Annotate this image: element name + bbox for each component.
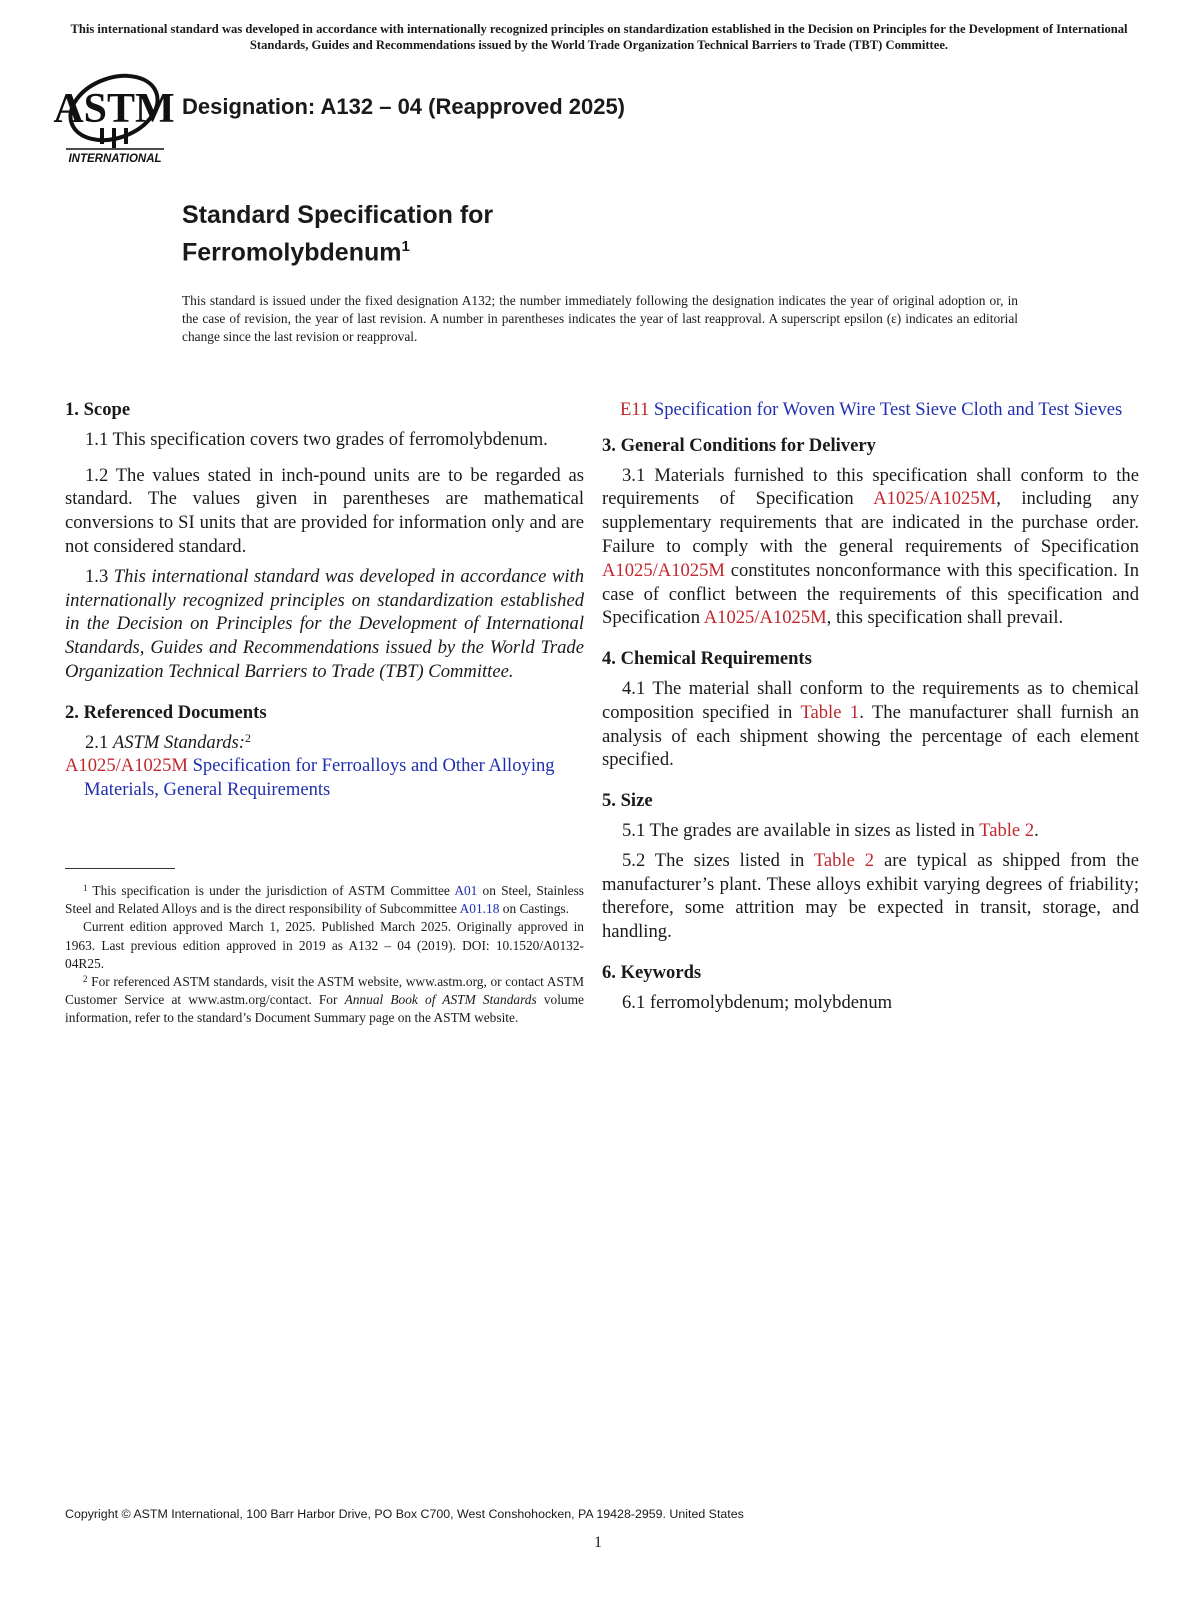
link-table-2-b[interactable]: Table 2 [813,849,875,871]
reference-a1025 [65,754,584,802]
logo-text: ASTM [53,86,175,132]
page-number: 1 [594,1534,602,1551]
astm-logo [53,66,175,166]
section-heading-scope: 1. Scope [65,399,131,420]
paragraph-6-1: 6.1 ferromolybdenum; molybdenum [622,991,893,1013]
reference-link-e11[interactable]: E11 [620,399,650,420]
issuance-statement: This standard is issued under the fixed designation A132; the number immediately following the designation indicates the year of original adoption or, in the case of revision, the year of last revision. A number in parentheses indicates the year of last reapproval. A superscript epsilon (ε) indicates an editorial change since the last revision or reapproval. [182,293,1018,344]
logo-label: INTERNATIONAL [68,153,162,165]
copyright-notice: Copyright © ASTM International, 100 Barr Harbor Drive, PO Box C700, West Conshohocken, PA 19428-2959. United States [65,1507,744,1521]
paragraph-4-1: 4.1 The material shall conform to the requirements as to chemical composition specified in Table 1. The manufacturer shall furnish an analysis of each shipment showing the percentage of each element specified. [602,677,1139,771]
link-a1025-3[interactable]: A1025/A1025M [703,607,827,629]
reference-e11 [620,398,1139,422]
link-subcommittee-a01-18[interactable]: A01.18 [459,901,500,917]
paragraph-5-2: 5.2 The sizes listed in Table 2 are typical as shipped from the manufacturer’s plant. These alloys exhibit varying degrees of friability; therefore, some attrition may be expected in transit, storage, and handling. [602,849,1139,943]
section-heading-keywords: 6. Keywords [602,961,702,983]
designation: Designation: A132 – 04 (Reapproved 2025) [182,94,626,119]
reference-link-a1025[interactable]: A1025/A1025M [65,755,188,777]
link-a1025-1[interactable]: A1025/A1025M [873,488,997,510]
footnotes [65,882,584,1028]
link-table-2[interactable]: Table 2 [979,819,1035,841]
footnote-1: $^1$ This specification is under the jurisdiction of ASTM Committee A01 on Steel, Stainless Steel and Related Alloys and is the direct responsibility of Subcommittee A01.18 on Castings. [65,883,584,917]
left-column [65,398,584,802]
paragraph-2-1: 2.1 ASTM Standards:$^2$ [85,730,251,753]
top-notice: This international standard was developed in accordance with internationally recognized principles on standardization established in the Decision on Principles for the Development of International Standards, Guides and Recommendations issued by the World Trade Organization Technical Barriers to Trade (TBT) Committee. [70,22,1128,52]
paragraph-3-1: 3.1 Materials furnished to this specification shall conform to the requirements of Specification A1025/A1025M, including any supplementary requirements that are indicated in the purchase order. Failure to comply with the general requirements of Specification A1025/A1025M constitutes nonconformance with this specification. In case of conflict between the requirements of this specification and Specification A1025/A1025M, this specification shall prevail. [602,464,1139,629]
paragraph-1-1: 1.1 This specification covers two grades of ferromolybdenum. [85,428,548,450]
title-line-1: Standard Specification for [182,201,494,229]
footnote-edition: Current edition approved March 1, 2025. Published March 2025. Originally approved in 1963. Last previous edition approved in 2019 as A132 – 04 (2019). DOI: 10.1520/A0132-04R25. [65,919,584,971]
document-title [182,200,493,268]
link-table-1[interactable]: Table 1 [800,701,860,723]
right-column [602,398,1139,1015]
link-a1025-2[interactable]: A1025/A1025M [602,559,725,581]
section-heading-chemical: 4. Chemical Requirements [602,648,812,670]
title-line-2: Ferromolybdenum$^1$ [182,238,410,267]
section-heading-delivery: 3. General Conditions for Delivery [602,434,876,456]
section-heading-referenced-documents: 2. Referenced Documents [65,701,267,723]
footnote-divider [65,868,175,869]
reference-title-e11[interactable]: Specification for Woven Wire Test Sieve Cloth and Test Sieves [653,399,1123,420]
paragraph-5-1: 5.1 The grades are available in sizes as listed in Table 2. [622,819,1039,841]
paragraph-1-2: 1.2 The values stated in inch-pound units are to be regarded as standard. The values given in parentheses are mathematical conversions to SI units that are provided for information only and are not considered standard. [65,464,584,557]
section-heading-size: 5. Size [602,790,653,812]
title-footnote-ref[interactable]: 1 [401,238,410,255]
reference-title-a1025[interactable]: Specification for Ferroalloys and Other Alloying Materials, General Requirements [84,755,555,801]
footnote-2: $^2$ For referenced ASTM standards, visit the ASTM website, www.astm.org, or contact ASTM Customer Service at www.astm.org/contact. For Annual Book of ASTM Standards volume information, refer to the standard’s Document Summary page on the ASTM website. [65,974,584,1026]
paragraph-1-3: 1.3 This international standard was developed in accordance with internationally recognized principles on standardization established in the Decision on Principles for the Development of International Standards, Guides and Recommendations issued by the World Trade Organization Technical Barriers to Trade (TBT) Committee. [65,565,584,682]
footnote-ref-2[interactable]: 2 [244,730,251,745]
link-committee-a01[interactable]: A01 [454,883,478,898]
